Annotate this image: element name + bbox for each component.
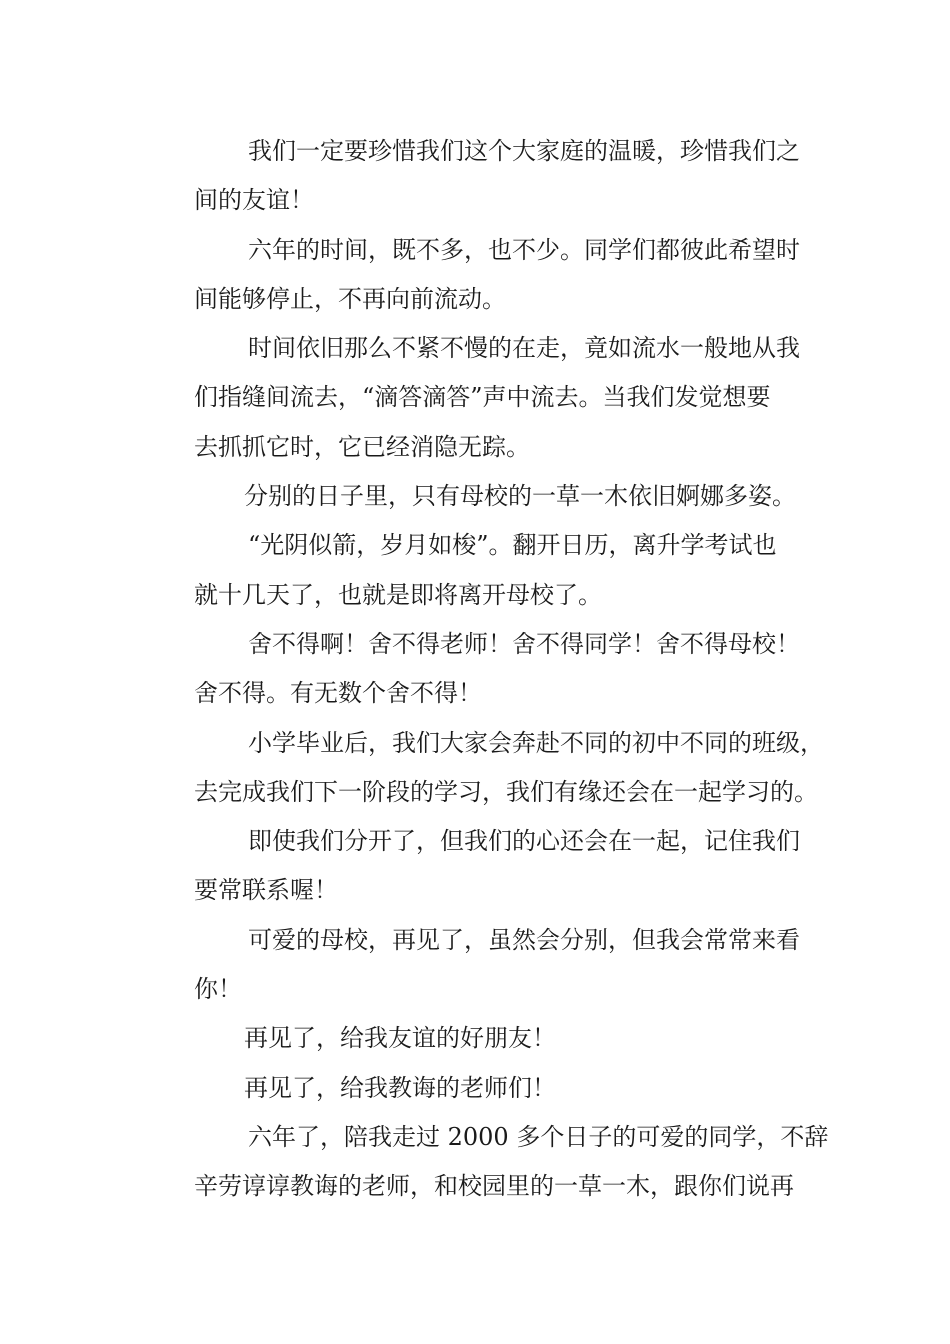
text-line: 去完成我们下一阶段的学习，我们有缘还会在一起学习的。 (194, 777, 818, 806)
document-body (146, 127, 829, 1212)
paragraph (146, 1113, 829, 1212)
text-line: 间的友谊！ (194, 186, 314, 215)
text-line: 再见了，给我教诲的老师们！ (244, 1073, 556, 1102)
paragraph (146, 1014, 816, 1063)
paragraph (146, 719, 824, 818)
text-line: 们指缝间流去，“滴答滴答”声中流去。当我们发觉想要 (194, 383, 771, 412)
text-line: 就十几天了，也就是即将离开母校了。 (194, 580, 602, 609)
text-line: “光阴似箭，岁月如梭”。翻开日历，离升学考试也 (248, 531, 777, 560)
paragraph (146, 521, 816, 620)
paragraph (146, 1064, 816, 1113)
text-line: 即使我们分开了，但我们的心还会在一起，记住我们 (248, 827, 800, 856)
text-line: 间能够停止，不再向前流动。 (194, 284, 506, 313)
paragraph (146, 916, 816, 1015)
text-line: 我们一定要珍惜我们这个大家庭的温暖，珍惜我们之 (248, 137, 800, 165)
text-line: 可爱的母校，再见了，虽然会分别，但我会常常来看 (248, 925, 800, 954)
text-line: 时间依旧那么不紧不慢的在走，竟如流水一般地从我 (248, 334, 800, 363)
text-line: 舍不得。有无数个舍不得！ (194, 679, 482, 708)
paragraph (146, 324, 816, 472)
text-line: 辛劳谆谆教诲的老师，和校园里的一草一木，跟你们说再 (194, 1172, 794, 1201)
paragraph (146, 620, 816, 719)
text-line: 你！ (194, 975, 242, 1004)
text-line: 去抓抓它时，它已经消隐无踪。 (194, 432, 530, 461)
paragraph (146, 472, 816, 521)
text-line: 小学毕业后，我们大家会奔赴不同的初中不同的班级， (248, 728, 824, 757)
paragraph (146, 127, 816, 226)
text-line: 六年了，陪我走过 2000 多个日子的可爱的同学，不辞 (248, 1122, 829, 1151)
paragraph (146, 226, 816, 325)
text-line: 再见了，给我友谊的好朋友！ (244, 1024, 556, 1053)
text-line: 舍不得啊！舍不得老师！舍不得同学！舍不得母校！ (248, 629, 800, 658)
text-line: 要常联系喔！ (194, 876, 338, 905)
text-line: 分别的日子里，只有母校的一草一木依旧婀娜多姿。 (244, 482, 796, 511)
paragraph (146, 817, 816, 916)
text-line: 六年的时间，既不多，也不少。同学们都彼此希望时 (248, 235, 800, 264)
